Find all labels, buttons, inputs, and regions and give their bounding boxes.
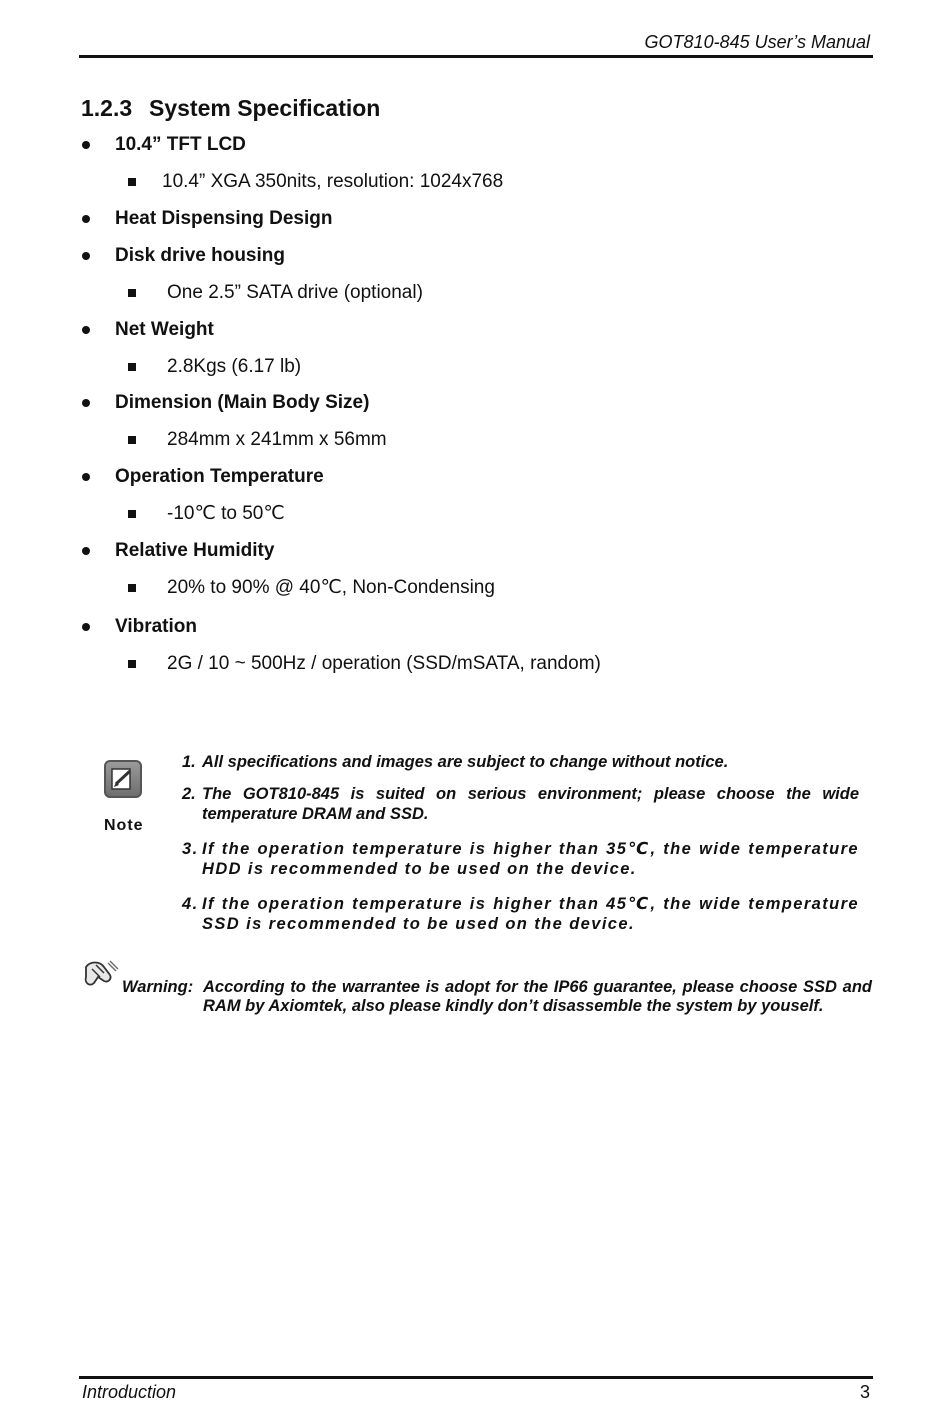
square-bullet-icon	[128, 363, 136, 371]
spec-detail-text: 10.4” XGA 350nits, resolution: 1024x768	[162, 171, 504, 192]
page-number: 3	[859, 1382, 870, 1402]
square-bullet-icon	[128, 660, 136, 668]
note-number: 3.	[182, 840, 199, 858]
square-bullet-icon	[128, 510, 136, 518]
spec-detail-text: 284mm x 241mm x 56mm	[167, 429, 387, 450]
spec-heading: Disk drive housing	[115, 245, 285, 266]
round-bullet-icon	[82, 252, 90, 260]
warning-label: Warning:	[122, 978, 194, 996]
round-bullet-icon	[82, 215, 90, 223]
warning-text: According to the warrantee is adopt for the IP66 guarantee, please choose SSD and RAM by Axiomtek, also please kindly don’t disassemble the system by youself.	[203, 978, 872, 1015]
spec-heading: 10.4” TFT LCD	[115, 134, 246, 155]
note-item	[182, 752, 859, 772]
round-bullet-icon	[82, 473, 90, 481]
note-text: If the operation temperature is higher than 45℃, the wide temperature SSD is recommended to be used on the device.	[202, 895, 859, 933]
round-bullet-icon	[82, 326, 90, 334]
square-bullet-icon	[128, 178, 136, 186]
square-bullet-icon	[128, 436, 136, 444]
square-bullet-icon	[128, 584, 136, 592]
note-item	[182, 839, 859, 879]
square-bullet-icon	[128, 289, 136, 297]
running-header: GOT810-845 User’s Manual	[644, 32, 870, 52]
spec-heading: Vibration	[115, 616, 197, 637]
warning-hand-icon	[80, 957, 120, 997]
note-text: All specifications and images are subject to change without notice.	[202, 753, 729, 771]
round-bullet-icon	[82, 399, 90, 407]
header-rule	[79, 55, 873, 58]
spec-heading: Heat Dispensing Design	[115, 208, 333, 229]
note-pencil-icon	[104, 760, 142, 798]
round-bullet-icon	[82, 547, 90, 555]
spec-detail-text: 2G / 10 ~ 500Hz / operation (SSD/mSATA, random)	[167, 653, 601, 674]
footer-section: Introduction	[82, 1382, 177, 1402]
spec-detail-text: One 2.5” SATA drive (optional)	[167, 282, 423, 303]
note-text: If the operation temperature is higher than 35℃, the wide temperature HDD is recommended to be used on the device.	[202, 840, 859, 878]
section-number: 1.2.3	[81, 95, 133, 121]
spec-heading: Net Weight	[115, 319, 214, 340]
note-number: 2.	[182, 785, 196, 803]
round-bullet-icon	[82, 141, 90, 149]
note-item	[182, 894, 859, 934]
section-title: System Specification	[149, 95, 381, 121]
spec-heading: Relative Humidity	[115, 540, 275, 561]
spec-heading: Operation Temperature	[115, 466, 324, 487]
note-label: Note	[104, 817, 144, 834]
note-item	[182, 784, 859, 824]
footer-rule	[79, 1376, 873, 1379]
note-number: 4.	[182, 895, 199, 913]
spec-detail-text: 20% to 90% @ 40℃, Non-Condensing	[167, 577, 495, 598]
note-number: 1.	[182, 753, 196, 771]
spec-detail-text: -10℃ to 50℃	[167, 503, 285, 524]
spec-heading: Dimension (Main Body Size)	[115, 392, 370, 413]
spec-detail-text: 2.8Kgs (6.17 lb)	[167, 356, 302, 377]
round-bullet-icon	[82, 623, 90, 631]
warning-block	[122, 978, 872, 1016]
section-heading	[81, 95, 380, 122]
note-text: The GOT810-845 is suited on serious environment; please choose the wide temperature DRAM and SSD.	[202, 785, 859, 823]
